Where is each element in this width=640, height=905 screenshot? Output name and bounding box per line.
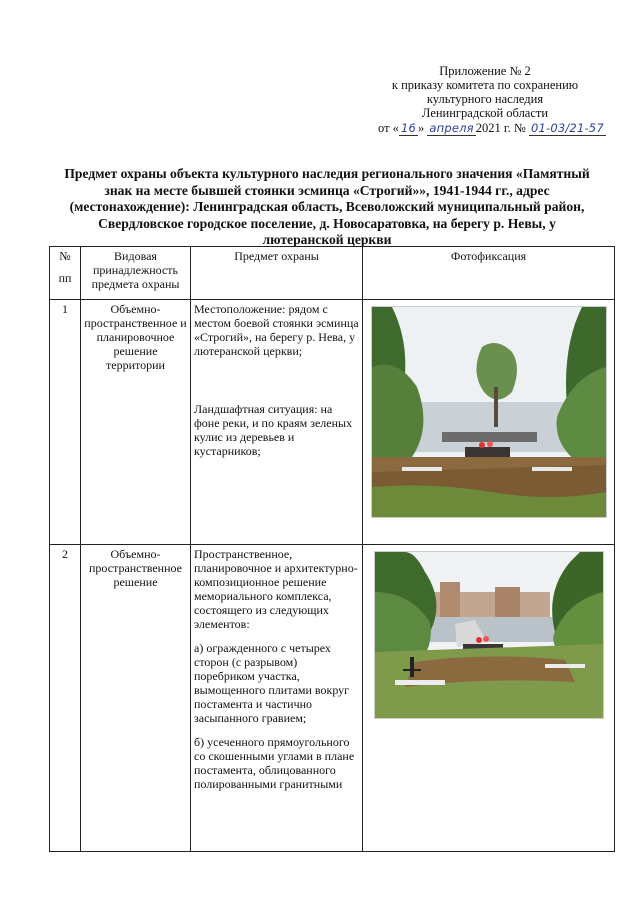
memorial-photo-1: [371, 306, 607, 518]
handwritten-day: 16: [400, 121, 416, 135]
appendix-header: [360, 64, 610, 136]
appendix-committee-line: культурного наследия: [426, 92, 544, 106]
row-subject: [191, 545, 363, 852]
appendix-title: Приложение № 2: [439, 64, 531, 78]
document-title: Предмет охраны объекта культурного наследия регионального значения «Памятный знак на месте бывшей стоянки эсминца «Строгий»», 1941-1944 гг., адрес (местонахождение): Ленинградская область, Всеволожский муниципальный район, Свердловское городское поселение, д. Новосаратовка, на берегу р. Невы, у лютеранской церкви: [64, 166, 590, 248]
protection-table: [49, 246, 615, 852]
header-number-pp: пп: [58, 271, 72, 285]
subject-composition: Пространственное, планировочное и архитектурно-композиционное решение мемориального комплекса, состоящего из следующих элементов:: [194, 547, 358, 631]
handwritten-month: апреля: [429, 121, 474, 135]
subject-item-a: а) огражденного с четырех сторон (с разрывом) поребриком участка, вымощенного плитами вокруг постамента и частично засыпанного гравием;: [194, 641, 350, 725]
appendix-date-line: [378, 121, 610, 136]
appendix-region-line: Ленинградской области: [421, 106, 549, 120]
date-year: 2021 г. №: [475, 121, 526, 135]
subject-landscape: Ландшафтная ситуация: на фоне реки, и по краям зеленых кулис из деревьев и кустарников;: [194, 402, 353, 458]
table-row: [50, 545, 615, 852]
date-mid: »: [417, 121, 425, 135]
subject-item-b: б) усеченного прямоугольного со скошенными углами в плане постамента, облицованного полированными гранитными: [194, 735, 355, 791]
row-number: 1: [50, 300, 81, 545]
table-row: [50, 300, 615, 545]
header-photo: Фотофиксация: [363, 247, 615, 300]
header-subject: Предмет охраны: [191, 247, 363, 300]
header-number: [50, 247, 81, 300]
row-photo-cell: [363, 300, 615, 545]
date-prefix: от «: [378, 121, 399, 135]
appendix-order-line: к приказу комитета по сохранению: [391, 78, 579, 92]
row-photo-cell: [363, 545, 615, 852]
table-header-row: [50, 247, 615, 300]
header-number-sign: №: [59, 249, 71, 263]
row-type: Объемно-пространственное решение: [81, 545, 191, 852]
subject-location: Местоположение: рядом с местом боевой стоянки эсминца «Строгий», на берегу р. Нева, у лютеранской церкви;: [194, 302, 359, 358]
row-subject: [191, 300, 363, 545]
memorial-photo-2: [374, 551, 604, 719]
header-type: Видовая принадлежность предмета охраны: [81, 247, 191, 300]
row-type: Объемно-пространственное и планировочное решение территории: [81, 300, 191, 545]
row-number: 2: [50, 545, 81, 852]
handwritten-order-number: 01-03/21-57: [530, 121, 604, 135]
